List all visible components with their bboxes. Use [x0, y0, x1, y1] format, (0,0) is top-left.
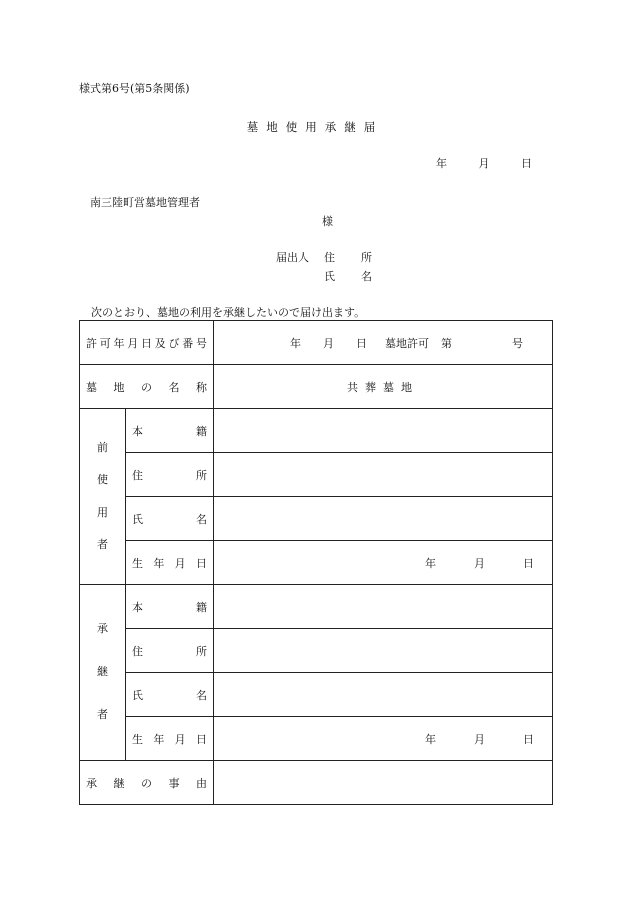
table-row	[80, 585, 553, 629]
permit-label: 許可年月日及び番号	[80, 321, 214, 365]
reason-field[interactable]	[214, 761, 553, 805]
table-row	[80, 717, 553, 761]
honorific: 様	[322, 215, 333, 228]
form-number: 様式第6号(第5条関係)	[79, 82, 190, 95]
prev-birth-month: 月	[474, 556, 485, 570]
permit-year: 年	[290, 336, 301, 350]
succ-address-label: 住所	[126, 629, 214, 673]
succ-birth-year: 年	[425, 732, 436, 746]
document-title: 墓地使用承継届	[246, 120, 384, 134]
notifier-address-label: 住所	[324, 251, 398, 264]
table-row	[80, 761, 553, 805]
cemetery-name-label: 墓地の名称	[80, 365, 214, 409]
permit-dai: 第	[441, 336, 452, 350]
succ-name-field[interactable]	[214, 673, 553, 717]
succ-honseki-field[interactable]	[214, 585, 553, 629]
addressee: 南三陸町営墓地管理者	[90, 196, 200, 209]
prev-honseki-field[interactable]	[214, 409, 553, 453]
prev-address-label: 住所	[126, 453, 214, 497]
previous-user-group-label: 前使用者	[80, 409, 126, 585]
succ-birthdate-field[interactable]	[214, 717, 553, 761]
table-row	[80, 629, 553, 673]
table-row	[80, 409, 553, 453]
succession-form-table	[79, 320, 553, 805]
prev-birth-year: 年	[425, 556, 436, 570]
prev-address-field[interactable]	[214, 453, 553, 497]
succ-birthdate-label: 生年月日	[126, 717, 214, 761]
notifier-name-label: 氏名	[324, 270, 398, 283]
succ-birth-month: 月	[474, 732, 485, 746]
permit-go: 号	[512, 336, 523, 350]
prev-birth-day: 日	[523, 556, 534, 570]
table-row	[80, 673, 553, 717]
table-row	[80, 541, 553, 585]
succ-honseki-label: 本籍	[126, 585, 214, 629]
table-row	[80, 321, 553, 365]
succ-address-field[interactable]	[214, 629, 553, 673]
permit-day: 日	[356, 336, 367, 350]
notifier-label: 届出人	[276, 251, 309, 264]
table-row	[80, 365, 553, 409]
table-row	[80, 497, 553, 541]
submission-date: 年 月 日	[436, 157, 532, 170]
permit-type: 墓地許可	[385, 336, 429, 350]
succ-birth-day: 日	[523, 732, 534, 746]
permit-month: 月	[323, 336, 334, 350]
succ-name-label: 氏名	[126, 673, 214, 717]
permit-value[interactable]	[214, 321, 553, 365]
prev-name-label: 氏名	[126, 497, 214, 541]
reason-label: 承継の事由	[80, 761, 214, 805]
cemetery-name-value: 共葬墓地	[214, 365, 553, 409]
prev-birthdate-label: 生年月日	[126, 541, 214, 585]
successor-group-label: 承継者	[80, 585, 126, 761]
prev-name-field[interactable]	[214, 497, 553, 541]
intro-text: 次のとおり、墓地の利用を承継したいので届け出ます。	[91, 306, 366, 319]
table-row	[80, 453, 553, 497]
prev-honseki-label: 本籍	[126, 409, 214, 453]
prev-birthdate-field[interactable]	[214, 541, 553, 585]
